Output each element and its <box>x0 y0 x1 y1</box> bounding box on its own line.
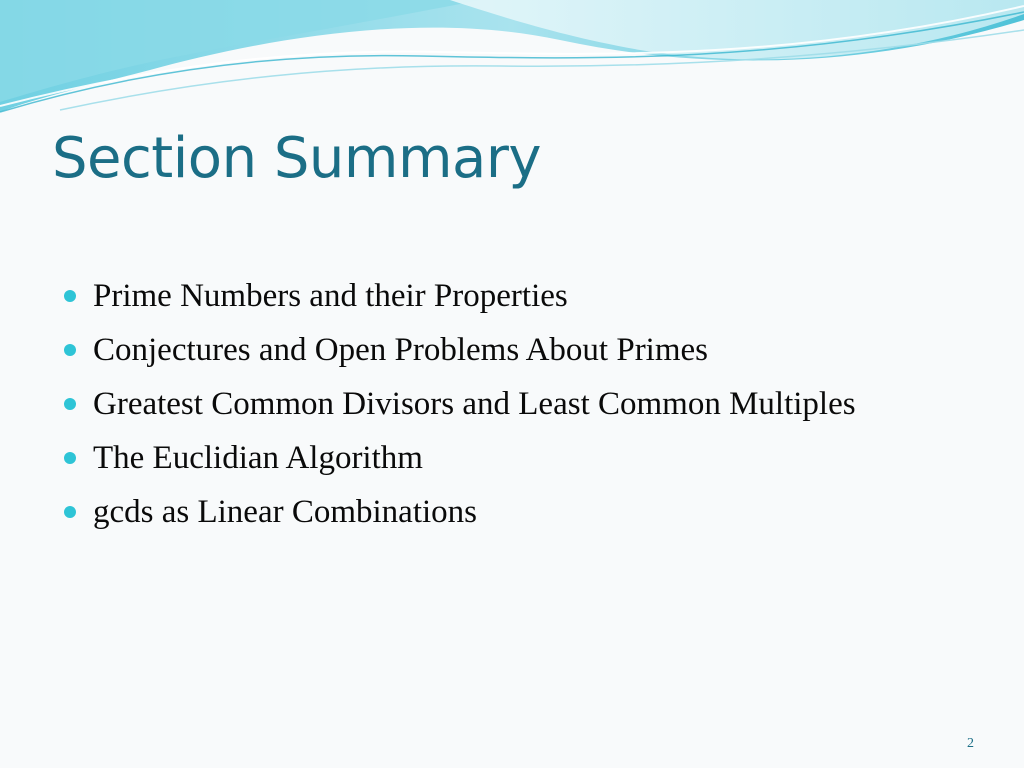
header-wave-decoration <box>0 0 1024 130</box>
bullet-dot-icon <box>64 452 76 464</box>
bullet-dot-icon <box>64 398 76 410</box>
bullet-text: Conjectures and Open Problems About Primes <box>93 332 709 368</box>
page-number: 2 <box>967 736 974 751</box>
list-item <box>64 490 904 534</box>
bullet-dot-icon <box>64 506 76 518</box>
slide-title: Section Summary <box>52 126 541 191</box>
list-item <box>64 328 904 372</box>
list-item <box>64 436 904 480</box>
bullet-list <box>64 274 904 544</box>
list-item <box>64 382 904 426</box>
bullet-text: Prime Numbers and their Properties <box>93 278 568 314</box>
bullet-dot-icon <box>64 344 76 356</box>
bullet-dot-icon <box>64 290 76 302</box>
bullet-text: gcds as Linear Combinations <box>93 494 478 530</box>
bullet-text: The Euclidian Algorithm <box>93 440 423 476</box>
list-item <box>64 274 904 318</box>
bullet-text: Greatest Common Divisors and Least Common Multiples <box>93 386 856 422</box>
